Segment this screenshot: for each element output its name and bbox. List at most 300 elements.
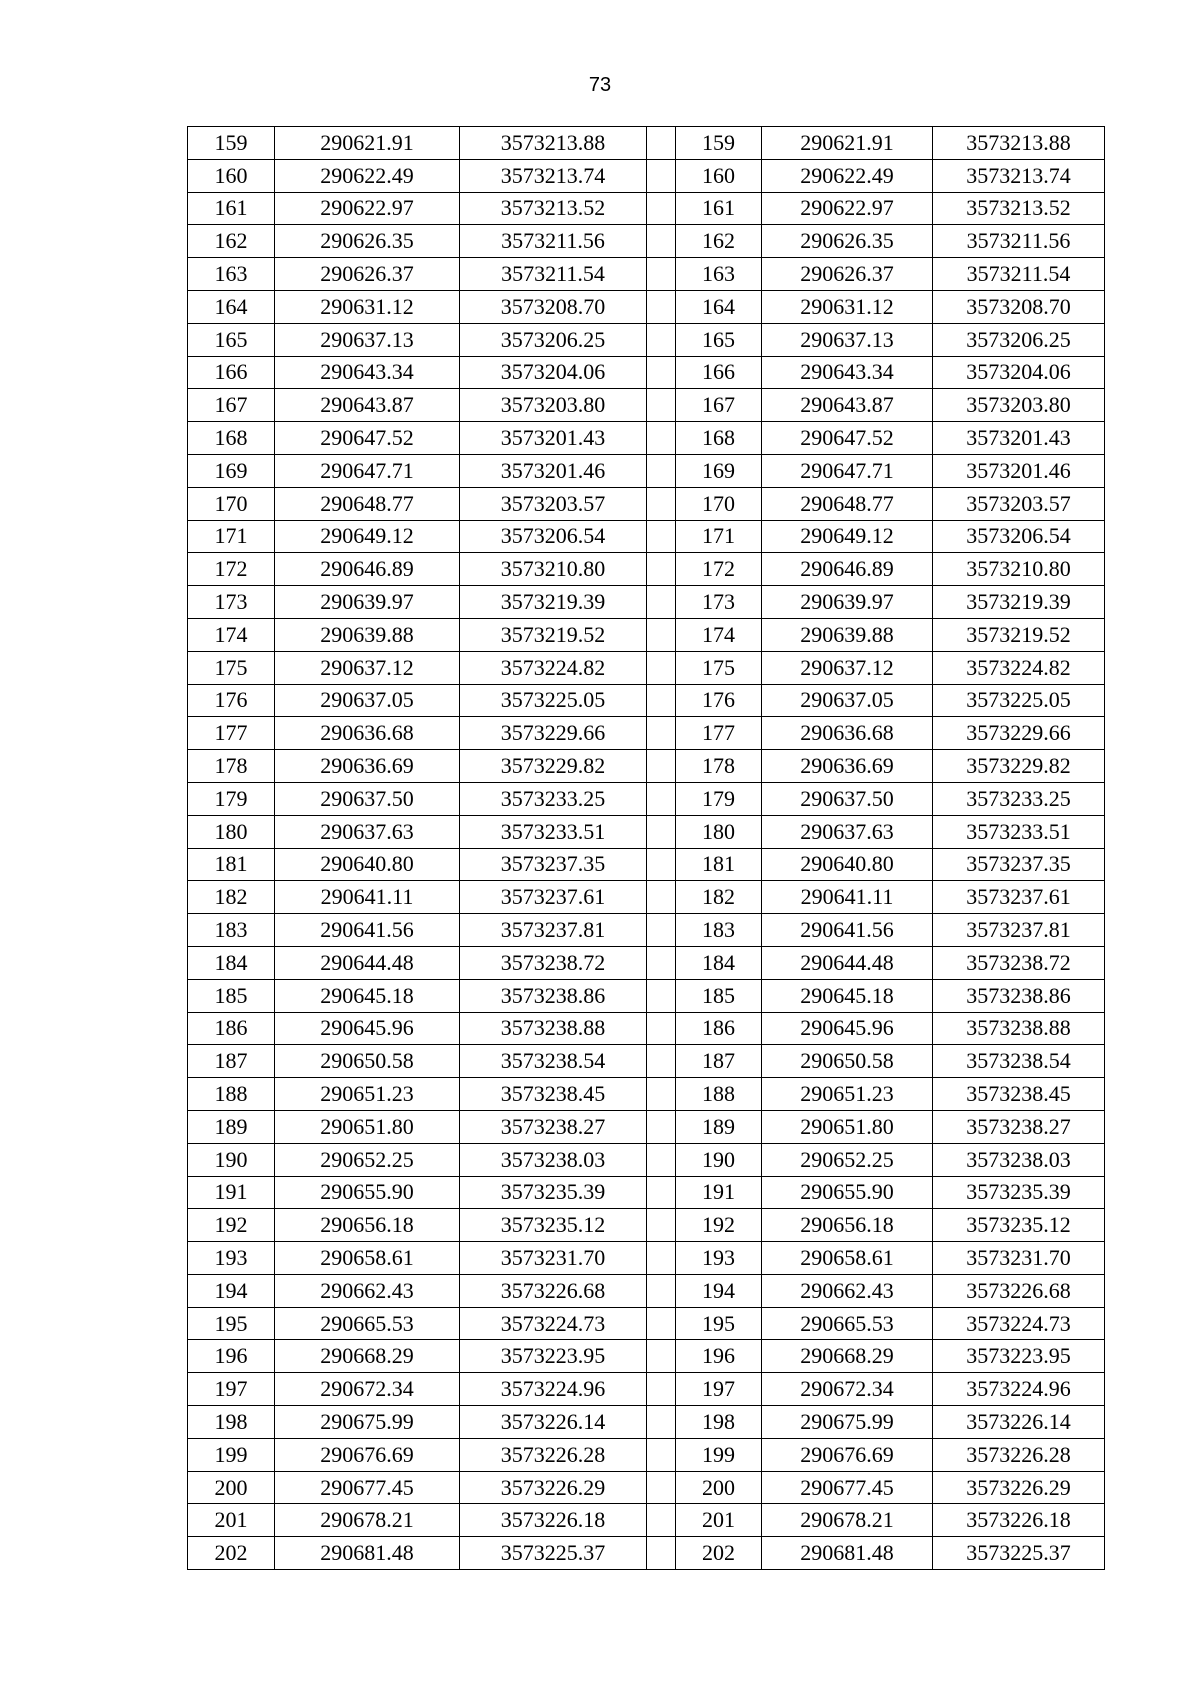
right-y-coordinate-cell: 3573213.52	[933, 192, 1105, 225]
left-y-coordinate-cell: 3573203.80	[460, 389, 647, 422]
right-point-id-cell: 183	[676, 914, 762, 947]
left-point-id-cell: 166	[188, 356, 275, 389]
spacer-cell	[647, 487, 676, 520]
table-row	[188, 192, 1105, 225]
left-point-id-cell: 197	[188, 1373, 275, 1406]
spacer-cell	[647, 946, 676, 979]
right-point-id-cell: 176	[676, 684, 762, 717]
spacer-cell	[647, 618, 676, 651]
left-y-coordinate-cell: 3573225.05	[460, 684, 647, 717]
table-row	[188, 1143, 1105, 1176]
right-y-coordinate-cell: 3573238.88	[933, 1012, 1105, 1045]
right-y-coordinate-cell: 3573224.82	[933, 651, 1105, 684]
left-point-id-cell: 194	[188, 1274, 275, 1307]
left-point-id-cell: 183	[188, 914, 275, 947]
left-y-coordinate-cell: 3573201.43	[460, 422, 647, 455]
left-y-coordinate-cell: 3573224.73	[460, 1307, 647, 1340]
right-y-coordinate-cell: 3573206.25	[933, 323, 1105, 356]
left-point-id-cell: 198	[188, 1406, 275, 1439]
left-x-coordinate-cell: 290647.71	[275, 454, 460, 487]
right-y-coordinate-cell: 3573229.66	[933, 717, 1105, 750]
table-row	[188, 553, 1105, 586]
right-point-id-cell: 177	[676, 717, 762, 750]
table-row	[188, 1438, 1105, 1471]
right-point-id-cell: 198	[676, 1406, 762, 1439]
left-x-coordinate-cell: 290637.50	[275, 782, 460, 815]
right-x-coordinate-cell: 290637.12	[762, 651, 933, 684]
left-point-id-cell: 202	[188, 1537, 275, 1570]
spacer-cell	[647, 1537, 676, 1570]
left-x-coordinate-cell: 290626.35	[275, 225, 460, 258]
left-point-id-cell: 180	[188, 815, 275, 848]
right-y-coordinate-cell: 3573201.43	[933, 422, 1105, 455]
right-x-coordinate-cell: 290645.18	[762, 979, 933, 1012]
table-row	[188, 1176, 1105, 1209]
right-point-id-cell: 174	[676, 618, 762, 651]
right-point-id-cell: 161	[676, 192, 762, 225]
left-x-coordinate-cell: 290636.69	[275, 750, 460, 783]
right-y-coordinate-cell: 3573238.54	[933, 1045, 1105, 1078]
right-x-coordinate-cell: 290643.87	[762, 389, 933, 422]
left-point-id-cell: 177	[188, 717, 275, 750]
left-y-coordinate-cell: 3573211.54	[460, 258, 647, 291]
left-y-coordinate-cell: 3573224.96	[460, 1373, 647, 1406]
left-x-coordinate-cell: 290645.18	[275, 979, 460, 1012]
spacer-cell	[647, 914, 676, 947]
spacer-cell	[647, 1012, 676, 1045]
table-row	[188, 356, 1105, 389]
right-y-coordinate-cell: 3573225.37	[933, 1537, 1105, 1570]
right-x-coordinate-cell: 290622.49	[762, 159, 933, 192]
table-row	[188, 881, 1105, 914]
spacer-cell	[647, 1438, 676, 1471]
right-y-coordinate-cell: 3573237.61	[933, 881, 1105, 914]
table-row	[188, 979, 1105, 1012]
left-y-coordinate-cell: 3573233.25	[460, 782, 647, 815]
spacer-cell	[647, 881, 676, 914]
left-point-id-cell: 164	[188, 290, 275, 323]
right-point-id-cell: 201	[676, 1504, 762, 1537]
right-x-coordinate-cell: 290643.34	[762, 356, 933, 389]
left-y-coordinate-cell: 3573211.56	[460, 225, 647, 258]
left-x-coordinate-cell: 290681.48	[275, 1537, 460, 1570]
left-x-coordinate-cell: 290665.53	[275, 1307, 460, 1340]
spacer-cell	[647, 520, 676, 553]
right-point-id-cell: 170	[676, 487, 762, 520]
left-y-coordinate-cell: 3573235.12	[460, 1209, 647, 1242]
spacer-cell	[647, 1471, 676, 1504]
left-y-coordinate-cell: 3573226.28	[460, 1438, 647, 1471]
right-point-id-cell: 162	[676, 225, 762, 258]
left-y-coordinate-cell: 3573206.25	[460, 323, 647, 356]
left-point-id-cell: 175	[188, 651, 275, 684]
right-y-coordinate-cell: 3573238.86	[933, 979, 1105, 1012]
right-point-id-cell: 187	[676, 1045, 762, 1078]
left-y-coordinate-cell: 3573229.82	[460, 750, 647, 783]
right-point-id-cell: 181	[676, 848, 762, 881]
right-x-coordinate-cell: 290665.53	[762, 1307, 933, 1340]
right-point-id-cell: 179	[676, 782, 762, 815]
left-point-id-cell: 190	[188, 1143, 275, 1176]
right-x-coordinate-cell: 290649.12	[762, 520, 933, 553]
table-row	[188, 651, 1105, 684]
left-x-coordinate-cell: 290641.56	[275, 914, 460, 947]
left-x-coordinate-cell: 290637.05	[275, 684, 460, 717]
left-y-coordinate-cell: 3573213.88	[460, 127, 647, 160]
left-y-coordinate-cell: 3573238.45	[460, 1078, 647, 1111]
table-row	[188, 1340, 1105, 1373]
left-point-id-cell: 182	[188, 881, 275, 914]
table-row	[188, 1471, 1105, 1504]
right-y-coordinate-cell: 3573238.27	[933, 1110, 1105, 1143]
spacer-cell	[647, 1209, 676, 1242]
left-x-coordinate-cell: 290647.52	[275, 422, 460, 455]
left-point-id-cell: 187	[188, 1045, 275, 1078]
right-x-coordinate-cell: 290656.18	[762, 1209, 933, 1242]
left-x-coordinate-cell: 290652.25	[275, 1143, 460, 1176]
right-y-coordinate-cell: 3573225.05	[933, 684, 1105, 717]
right-point-id-cell: 191	[676, 1176, 762, 1209]
right-x-coordinate-cell: 290637.50	[762, 782, 933, 815]
right-y-coordinate-cell: 3573226.18	[933, 1504, 1105, 1537]
spacer-cell	[647, 192, 676, 225]
left-x-coordinate-cell: 290626.37	[275, 258, 460, 291]
right-x-coordinate-cell: 290641.56	[762, 914, 933, 947]
spacer-cell	[647, 979, 676, 1012]
right-y-coordinate-cell: 3573237.81	[933, 914, 1105, 947]
left-point-id-cell: 161	[188, 192, 275, 225]
right-point-id-cell: 171	[676, 520, 762, 553]
spacer-cell	[647, 1340, 676, 1373]
right-y-coordinate-cell: 3573226.68	[933, 1274, 1105, 1307]
left-y-coordinate-cell: 3573229.66	[460, 717, 647, 750]
left-y-coordinate-cell: 3573225.37	[460, 1537, 647, 1570]
right-y-coordinate-cell: 3573238.72	[933, 946, 1105, 979]
left-x-coordinate-cell: 290675.99	[275, 1406, 460, 1439]
left-y-coordinate-cell: 3573238.72	[460, 946, 647, 979]
right-x-coordinate-cell: 290621.91	[762, 127, 933, 160]
left-x-coordinate-cell: 290643.34	[275, 356, 460, 389]
left-point-id-cell: 172	[188, 553, 275, 586]
right-y-coordinate-cell: 3573224.73	[933, 1307, 1105, 1340]
right-point-id-cell: 180	[676, 815, 762, 848]
left-x-coordinate-cell: 290656.18	[275, 1209, 460, 1242]
table-row	[188, 290, 1105, 323]
page-number: 73	[588, 74, 612, 96]
left-y-coordinate-cell: 3573237.61	[460, 881, 647, 914]
spacer-cell	[647, 848, 676, 881]
right-y-coordinate-cell: 3573229.82	[933, 750, 1105, 783]
right-point-id-cell: 184	[676, 946, 762, 979]
right-x-coordinate-cell: 290647.71	[762, 454, 933, 487]
right-y-coordinate-cell: 3573238.45	[933, 1078, 1105, 1111]
right-x-coordinate-cell: 290658.61	[762, 1242, 933, 1275]
right-point-id-cell: 182	[676, 881, 762, 914]
right-x-coordinate-cell: 290681.48	[762, 1537, 933, 1570]
right-y-coordinate-cell: 3573223.95	[933, 1340, 1105, 1373]
spacer-cell	[647, 1110, 676, 1143]
coordinate-table	[187, 126, 1105, 1570]
right-x-coordinate-cell: 290648.77	[762, 487, 933, 520]
right-x-coordinate-cell: 290652.25	[762, 1143, 933, 1176]
table-row	[188, 1242, 1105, 1275]
left-y-coordinate-cell: 3573223.95	[460, 1340, 647, 1373]
left-x-coordinate-cell: 290644.48	[275, 946, 460, 979]
left-point-id-cell: 171	[188, 520, 275, 553]
right-y-coordinate-cell: 3573219.39	[933, 586, 1105, 619]
spacer-cell	[647, 1373, 676, 1406]
left-y-coordinate-cell: 3573238.88	[460, 1012, 647, 1045]
left-x-coordinate-cell: 290622.49	[275, 159, 460, 192]
right-x-coordinate-cell: 290662.43	[762, 1274, 933, 1307]
table-row	[188, 454, 1105, 487]
left-point-id-cell: 179	[188, 782, 275, 815]
left-x-coordinate-cell: 290637.13	[275, 323, 460, 356]
right-x-coordinate-cell: 290647.52	[762, 422, 933, 455]
left-y-coordinate-cell: 3573204.06	[460, 356, 647, 389]
left-x-coordinate-cell: 290637.63	[275, 815, 460, 848]
left-point-id-cell: 170	[188, 487, 275, 520]
left-y-coordinate-cell: 3573213.52	[460, 192, 647, 225]
right-x-coordinate-cell: 290678.21	[762, 1504, 933, 1537]
spacer-cell	[647, 389, 676, 422]
right-y-coordinate-cell: 3573238.03	[933, 1143, 1105, 1176]
right-point-id-cell: 186	[676, 1012, 762, 1045]
left-y-coordinate-cell: 3573206.54	[460, 520, 647, 553]
table-row	[188, 520, 1105, 553]
left-point-id-cell: 189	[188, 1110, 275, 1143]
right-x-coordinate-cell: 290636.68	[762, 717, 933, 750]
right-x-coordinate-cell: 290644.48	[762, 946, 933, 979]
table-row	[188, 1045, 1105, 1078]
left-x-coordinate-cell: 290621.91	[275, 127, 460, 160]
right-y-coordinate-cell: 3573201.46	[933, 454, 1105, 487]
spacer-cell	[647, 1504, 676, 1537]
spacer-cell	[647, 684, 676, 717]
right-y-coordinate-cell: 3573226.28	[933, 1438, 1105, 1471]
right-y-coordinate-cell: 3573204.06	[933, 356, 1105, 389]
table-row	[188, 1012, 1105, 1045]
left-point-id-cell: 188	[188, 1078, 275, 1111]
left-x-coordinate-cell: 290678.21	[275, 1504, 460, 1537]
right-point-id-cell: 196	[676, 1340, 762, 1373]
right-y-coordinate-cell: 3573203.57	[933, 487, 1105, 520]
left-x-coordinate-cell: 290640.80	[275, 848, 460, 881]
right-x-coordinate-cell: 290646.89	[762, 553, 933, 586]
left-y-coordinate-cell: 3573231.70	[460, 1242, 647, 1275]
spacer-cell	[647, 1078, 676, 1111]
left-point-id-cell: 160	[188, 159, 275, 192]
left-x-coordinate-cell: 290639.88	[275, 618, 460, 651]
right-y-coordinate-cell: 3573224.96	[933, 1373, 1105, 1406]
left-x-coordinate-cell: 290649.12	[275, 520, 460, 553]
left-y-coordinate-cell: 3573238.86	[460, 979, 647, 1012]
right-point-id-cell: 192	[676, 1209, 762, 1242]
left-x-coordinate-cell: 290641.11	[275, 881, 460, 914]
left-y-coordinate-cell: 3573235.39	[460, 1176, 647, 1209]
right-y-coordinate-cell: 3573213.88	[933, 127, 1105, 160]
left-point-id-cell: 169	[188, 454, 275, 487]
right-x-coordinate-cell: 290677.45	[762, 1471, 933, 1504]
table-row	[188, 815, 1105, 848]
right-point-id-cell: 169	[676, 454, 762, 487]
right-point-id-cell: 166	[676, 356, 762, 389]
left-point-id-cell: 167	[188, 389, 275, 422]
right-x-coordinate-cell: 290631.12	[762, 290, 933, 323]
left-point-id-cell: 168	[188, 422, 275, 455]
right-x-coordinate-cell: 290639.97	[762, 586, 933, 619]
left-x-coordinate-cell: 290651.80	[275, 1110, 460, 1143]
left-x-coordinate-cell: 290639.97	[275, 586, 460, 619]
table-row	[188, 1078, 1105, 1111]
left-y-coordinate-cell: 3573238.54	[460, 1045, 647, 1078]
left-point-id-cell: 162	[188, 225, 275, 258]
right-y-coordinate-cell: 3573237.35	[933, 848, 1105, 881]
left-point-id-cell: 173	[188, 586, 275, 619]
table-row	[188, 946, 1105, 979]
left-y-coordinate-cell: 3573213.74	[460, 159, 647, 192]
right-x-coordinate-cell: 290651.80	[762, 1110, 933, 1143]
table-row	[188, 1504, 1105, 1537]
table-row	[188, 1110, 1105, 1143]
left-x-coordinate-cell: 290672.34	[275, 1373, 460, 1406]
left-x-coordinate-cell: 290658.61	[275, 1242, 460, 1275]
right-y-coordinate-cell: 3573233.51	[933, 815, 1105, 848]
spacer-cell	[647, 356, 676, 389]
left-point-id-cell: 196	[188, 1340, 275, 1373]
left-y-coordinate-cell: 3573238.03	[460, 1143, 647, 1176]
right-point-id-cell: 165	[676, 323, 762, 356]
left-x-coordinate-cell: 290677.45	[275, 1471, 460, 1504]
right-y-coordinate-cell: 3573208.70	[933, 290, 1105, 323]
right-point-id-cell: 163	[676, 258, 762, 291]
left-point-id-cell: 174	[188, 618, 275, 651]
table-row	[188, 717, 1105, 750]
right-y-coordinate-cell: 3573206.54	[933, 520, 1105, 553]
table-row	[188, 684, 1105, 717]
spacer-cell	[647, 1274, 676, 1307]
left-point-id-cell: 178	[188, 750, 275, 783]
spacer-cell	[647, 454, 676, 487]
left-x-coordinate-cell: 290622.97	[275, 192, 460, 225]
right-y-coordinate-cell: 3573233.25	[933, 782, 1105, 815]
right-y-coordinate-cell: 3573211.56	[933, 225, 1105, 258]
right-y-coordinate-cell: 3573211.54	[933, 258, 1105, 291]
right-x-coordinate-cell: 290637.13	[762, 323, 933, 356]
left-x-coordinate-cell: 290650.58	[275, 1045, 460, 1078]
right-point-id-cell: 168	[676, 422, 762, 455]
left-x-coordinate-cell: 290668.29	[275, 1340, 460, 1373]
right-x-coordinate-cell: 290640.80	[762, 848, 933, 881]
left-y-coordinate-cell: 3573238.27	[460, 1110, 647, 1143]
spacer-cell	[647, 1307, 676, 1340]
left-point-id-cell: 165	[188, 323, 275, 356]
spacer-cell	[647, 750, 676, 783]
right-x-coordinate-cell: 290626.35	[762, 225, 933, 258]
left-y-coordinate-cell: 3573203.57	[460, 487, 647, 520]
left-y-coordinate-cell: 3573219.39	[460, 586, 647, 619]
table-row	[188, 1406, 1105, 1439]
left-point-id-cell: 195	[188, 1307, 275, 1340]
table-row	[188, 1307, 1105, 1340]
spacer-cell	[647, 1406, 676, 1439]
table-row	[188, 422, 1105, 455]
left-point-id-cell: 201	[188, 1504, 275, 1537]
left-y-coordinate-cell: 3573237.35	[460, 848, 647, 881]
right-x-coordinate-cell: 290672.34	[762, 1373, 933, 1406]
right-y-coordinate-cell: 3573210.80	[933, 553, 1105, 586]
right-point-id-cell: 172	[676, 553, 762, 586]
spacer-cell	[647, 159, 676, 192]
left-x-coordinate-cell: 290655.90	[275, 1176, 460, 1209]
spacer-cell	[647, 258, 676, 291]
spacer-cell	[647, 651, 676, 684]
right-y-coordinate-cell: 3573235.39	[933, 1176, 1105, 1209]
left-point-id-cell: 185	[188, 979, 275, 1012]
right-x-coordinate-cell: 290676.69	[762, 1438, 933, 1471]
table-row	[188, 389, 1105, 422]
table-row	[188, 487, 1105, 520]
table-row	[188, 750, 1105, 783]
right-x-coordinate-cell: 290675.99	[762, 1406, 933, 1439]
left-y-coordinate-cell: 3573201.46	[460, 454, 647, 487]
left-x-coordinate-cell: 290636.68	[275, 717, 460, 750]
right-y-coordinate-cell: 3573213.74	[933, 159, 1105, 192]
right-point-id-cell: 160	[676, 159, 762, 192]
right-point-id-cell: 167	[676, 389, 762, 422]
left-y-coordinate-cell: 3573224.82	[460, 651, 647, 684]
left-y-coordinate-cell: 3573226.68	[460, 1274, 647, 1307]
left-x-coordinate-cell: 290648.77	[275, 487, 460, 520]
table-row	[188, 586, 1105, 619]
right-x-coordinate-cell: 290645.96	[762, 1012, 933, 1045]
right-point-id-cell: 178	[676, 750, 762, 783]
spacer-cell	[647, 1242, 676, 1275]
spacer-cell	[647, 782, 676, 815]
left-y-coordinate-cell: 3573226.29	[460, 1471, 647, 1504]
right-x-coordinate-cell: 290655.90	[762, 1176, 933, 1209]
table-row	[188, 159, 1105, 192]
left-y-coordinate-cell: 3573226.18	[460, 1504, 647, 1537]
right-y-coordinate-cell: 3573203.80	[933, 389, 1105, 422]
left-y-coordinate-cell: 3573208.70	[460, 290, 647, 323]
right-y-coordinate-cell: 3573226.29	[933, 1471, 1105, 1504]
right-point-id-cell: 194	[676, 1274, 762, 1307]
right-point-id-cell: 197	[676, 1373, 762, 1406]
spacer-cell	[647, 1143, 676, 1176]
left-x-coordinate-cell: 290631.12	[275, 290, 460, 323]
table-row	[188, 848, 1105, 881]
table-row	[188, 1274, 1105, 1307]
right-x-coordinate-cell: 290641.11	[762, 881, 933, 914]
left-x-coordinate-cell: 290662.43	[275, 1274, 460, 1307]
spacer-cell	[647, 422, 676, 455]
right-point-id-cell: 195	[676, 1307, 762, 1340]
left-point-id-cell: 176	[188, 684, 275, 717]
right-point-id-cell: 202	[676, 1537, 762, 1570]
spacer-cell	[647, 127, 676, 160]
left-point-id-cell: 184	[188, 946, 275, 979]
coordinate-table-body	[188, 127, 1105, 1570]
left-y-coordinate-cell: 3573237.81	[460, 914, 647, 947]
left-point-id-cell: 193	[188, 1242, 275, 1275]
table-row	[188, 914, 1105, 947]
right-y-coordinate-cell: 3573226.14	[933, 1406, 1105, 1439]
right-x-coordinate-cell: 290626.37	[762, 258, 933, 291]
right-point-id-cell: 193	[676, 1242, 762, 1275]
right-y-coordinate-cell: 3573219.52	[933, 618, 1105, 651]
right-y-coordinate-cell: 3573235.12	[933, 1209, 1105, 1242]
